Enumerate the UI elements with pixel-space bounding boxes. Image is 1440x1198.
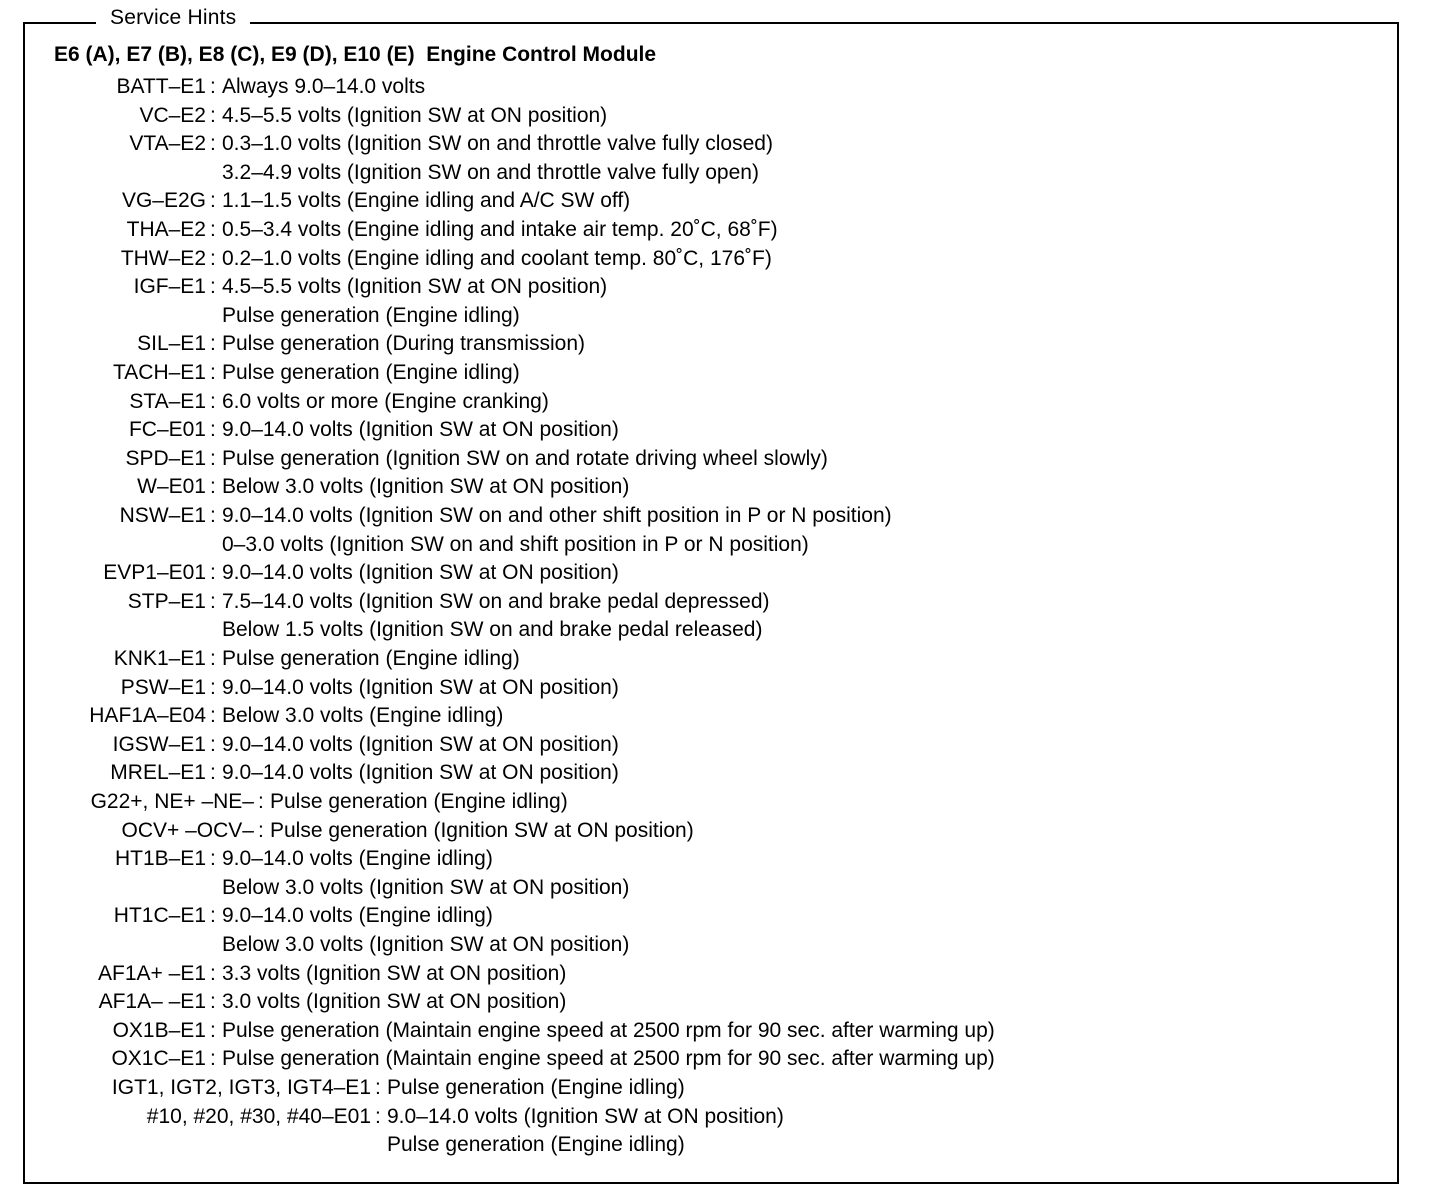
terminal-name: STA–E1 <box>129 389 206 413</box>
colon-separator: : <box>210 75 216 98</box>
terminal-row-continuation <box>0 616 1400 644</box>
colon-separator: : <box>258 818 264 842</box>
terminal-row <box>0 416 1400 444</box>
terminal-row <box>0 759 1400 787</box>
terminal-name: THW–E2 <box>120 246 206 270</box>
terminal-name: OCV+ –OCV– <box>121 818 254 842</box>
ecm-heading: E6 (A), E7 (B), E8 (C), E9 (D), E10 (E) Engine Control Module <box>54 43 657 66</box>
colon-separator: : <box>375 1104 381 1128</box>
terminal-row <box>0 588 1400 616</box>
terminal-name: AF1A– –E1 <box>98 990 206 1014</box>
terminal-value: 3.2–4.9 volts (Ignition SW on and throttle valve fully open) <box>222 160 759 184</box>
terminal-name: W–E01 <box>137 475 206 499</box>
terminal-row <box>0 788 1400 816</box>
terminal-value: 4.5–5.5 volts (Ignition SW at ON position) <box>222 103 608 127</box>
terminal-value: 9.0–14.0 volts (Ignition SW at ON position) <box>222 561 619 585</box>
terminal-value: Pulse generation (Engine idling) <box>387 1076 685 1099</box>
terminal-value: Pulse generation (Maintain engine speed at 2500 rpm for 90 sec. after warming up) <box>222 1047 995 1071</box>
terminal-row <box>0 273 1400 301</box>
terminal-value: 9.0–14.0 volts (Ignition SW at ON position) <box>222 732 619 756</box>
terminal-name: HT1C–E1 <box>113 904 206 928</box>
service-hints-legend: Service Hints <box>96 6 250 30</box>
terminal-row <box>0 1074 1400 1102</box>
terminal-name: PSW–E1 <box>120 675 206 699</box>
terminal-row <box>0 216 1400 244</box>
terminal-row <box>0 1017 1400 1045</box>
colon-separator: : <box>210 732 216 756</box>
terminal-name: SPD–E1 <box>125 446 206 470</box>
terminal-row <box>0 73 1400 101</box>
terminal-name: SIL–E1 <box>137 332 206 356</box>
terminal-value: Pulse generation (Engine idling) <box>387 1133 685 1157</box>
terminal-row <box>0 559 1400 587</box>
terminal-row <box>0 731 1400 759</box>
terminal-name: STP–E1 <box>127 589 206 613</box>
terminal-row-continuation <box>0 874 1400 902</box>
terminal-value: Pulse generation (Engine idling) <box>222 361 520 384</box>
terminal-name: FC–E01 <box>128 418 206 442</box>
terminal-row <box>0 330 1400 358</box>
colon-separator: : <box>375 1076 381 1099</box>
terminal-value: 9.0–14.0 volts (Ignition SW at ON position) <box>387 1104 784 1128</box>
colon-separator: : <box>210 275 216 299</box>
terminal-value: 6.0 volts or more (Engine cranking) <box>222 389 549 413</box>
terminal-value: Below 3.0 volts (Ignition SW at ON position) <box>222 875 630 899</box>
terminal-row <box>0 702 1400 730</box>
terminal-value: Below 3.0 volts (Engine idling) <box>222 704 504 728</box>
terminal-row-continuation <box>0 1131 1400 1159</box>
colon-separator: : <box>210 647 216 670</box>
terminal-row <box>0 845 1400 873</box>
terminal-row <box>0 902 1400 930</box>
colon-separator: : <box>210 418 216 442</box>
terminal-row <box>0 359 1400 387</box>
terminal-name: IGF–E1 <box>133 275 206 299</box>
terminal-value: 9.0–14.0 volts (Ignition SW on and other shift position in P or N position) <box>222 504 892 527</box>
colon-separator: : <box>210 504 216 527</box>
colon-separator: : <box>210 990 216 1014</box>
colon-separator: : <box>210 1047 216 1071</box>
terminal-row <box>0 1045 1400 1073</box>
terminal-name: HT1B–E1 <box>114 847 206 871</box>
terminal-value: 3.0 volts (Ignition SW at ON position) <box>222 990 567 1014</box>
colon-separator: : <box>210 132 216 156</box>
terminal-row <box>0 245 1400 273</box>
terminal-name: AF1A+ –E1 <box>98 961 206 985</box>
terminal-name: IGT1, IGT2, IGT3, IGT4–E1 <box>111 1076 371 1099</box>
terminal-row-continuation <box>0 931 1400 959</box>
terminal-row <box>0 130 1400 158</box>
terminal-value: Pulse generation (Engine idling) <box>222 647 520 670</box>
colon-separator: : <box>210 675 216 699</box>
terminal-name: #10, #20, #30, #40–E01 <box>146 1104 371 1128</box>
terminal-row-continuation <box>0 159 1400 187</box>
terminal-value: 9.0–14.0 volts (Engine idling) <box>222 847 493 871</box>
terminal-name: TACH–E1 <box>113 361 206 384</box>
colon-separator: : <box>210 361 216 384</box>
terminal-value: 9.0–14.0 volts (Engine idling) <box>222 904 493 928</box>
terminal-row <box>0 187 1400 215</box>
colon-separator: : <box>210 847 216 871</box>
terminal-row <box>0 645 1400 673</box>
colon-separator: : <box>210 332 216 356</box>
terminal-name: NSW–E1 <box>119 504 206 527</box>
terminal-value: Pulse generation (Engine idling) <box>222 303 520 327</box>
terminal-row-continuation <box>0 531 1400 559</box>
colon-separator: : <box>210 475 216 499</box>
terminal-row <box>0 473 1400 501</box>
colon-separator: : <box>210 589 216 613</box>
terminal-value: 4.5–5.5 volts (Ignition SW at ON position) <box>222 275 608 299</box>
terminal-row <box>0 1103 1400 1131</box>
colon-separator: : <box>210 446 216 470</box>
terminal-row-continuation <box>0 302 1400 330</box>
colon-separator: : <box>210 389 216 413</box>
terminal-value: Pulse generation (During transmission) <box>222 332 585 356</box>
terminal-name: IGSW–E1 <box>112 732 206 756</box>
terminal-value: 9.0–14.0 volts (Ignition SW at ON position) <box>222 761 619 785</box>
terminal-row <box>0 445 1400 473</box>
terminal-name: VC–E2 <box>139 103 206 127</box>
terminal-row <box>0 817 1400 845</box>
terminal-name: OX1C–E1 <box>111 1047 206 1071</box>
terminal-value: Pulse generation (Maintain engine speed at 2500 rpm for 90 sec. after warming up) <box>222 1018 995 1042</box>
colon-separator: : <box>210 218 216 241</box>
terminal-value: 0.3–1.0 volts (Ignition SW on and throttle valve fully closed) <box>222 132 773 156</box>
terminal-row <box>0 988 1400 1016</box>
colon-separator: : <box>210 189 216 213</box>
terminal-value: Pulse generation (Engine idling) <box>270 790 568 813</box>
colon-separator: : <box>210 1018 216 1042</box>
colon-separator: : <box>210 103 216 127</box>
terminal-name: G22+, NE+ –NE– <box>90 790 254 813</box>
terminal-name: OX1B–E1 <box>112 1018 206 1042</box>
terminal-name: HAF1A–E04 <box>89 704 206 728</box>
terminal-value: 0.5–3.4 volts (Engine idling and intake air temp. 20˚C, 68˚F) <box>222 218 778 241</box>
terminal-value: Below 3.0 volts (Ignition SW at ON position) <box>222 933 630 956</box>
terminal-value: 7.5–14.0 volts (Ignition SW on and brake pedal depressed) <box>222 589 770 613</box>
terminal-value: Pulse generation (Ignition SW at ON position) <box>270 818 694 842</box>
terminal-value: 9.0–14.0 volts (Ignition SW at ON position) <box>222 675 619 699</box>
terminal-name: MREL–E1 <box>110 761 206 785</box>
terminal-value: 9.0–14.0 volts (Ignition SW at ON position) <box>222 418 619 442</box>
terminal-name: BATT–E1 <box>116 75 206 98</box>
colon-separator: : <box>210 561 216 585</box>
terminal-name: EVP1–E01 <box>103 561 206 585</box>
terminal-name: KNK1–E1 <box>113 647 206 670</box>
terminal-value: Always 9.0–14.0 volts <box>222 75 426 98</box>
colon-separator: : <box>210 761 216 785</box>
colon-separator: : <box>258 790 264 813</box>
colon-separator: : <box>210 704 216 728</box>
terminal-value: 1.1–1.5 volts (Engine idling and A/C SW off) <box>222 189 631 213</box>
terminal-value: Below 1.5 volts (Ignition SW on and brake pedal released) <box>222 618 763 642</box>
terminal-name: VTA–E2 <box>129 132 206 156</box>
terminal-value: 0–3.0 volts (Ignition SW on and shift position in P or N position) <box>222 532 809 556</box>
terminal-name: VG–E2G <box>121 189 206 213</box>
terminal-value: 3.3 volts (Ignition SW at ON position) <box>222 961 567 985</box>
terminal-name: THA–E2 <box>126 218 206 241</box>
terminal-row <box>0 674 1400 702</box>
terminal-value: 0.2–1.0 volts (Engine idling and coolant temp. 80˚C, 176˚F) <box>222 246 772 270</box>
terminal-row <box>0 960 1400 988</box>
terminal-value: Pulse generation (Ignition SW on and rotate driving wheel slowly) <box>222 446 828 470</box>
colon-separator: : <box>210 961 216 985</box>
terminal-row <box>0 502 1400 530</box>
terminal-row <box>0 388 1400 416</box>
colon-separator: : <box>210 904 216 928</box>
terminal-value: Below 3.0 volts (Ignition SW at ON position) <box>222 475 630 499</box>
terminal-row <box>0 102 1400 130</box>
colon-separator: : <box>210 246 216 270</box>
